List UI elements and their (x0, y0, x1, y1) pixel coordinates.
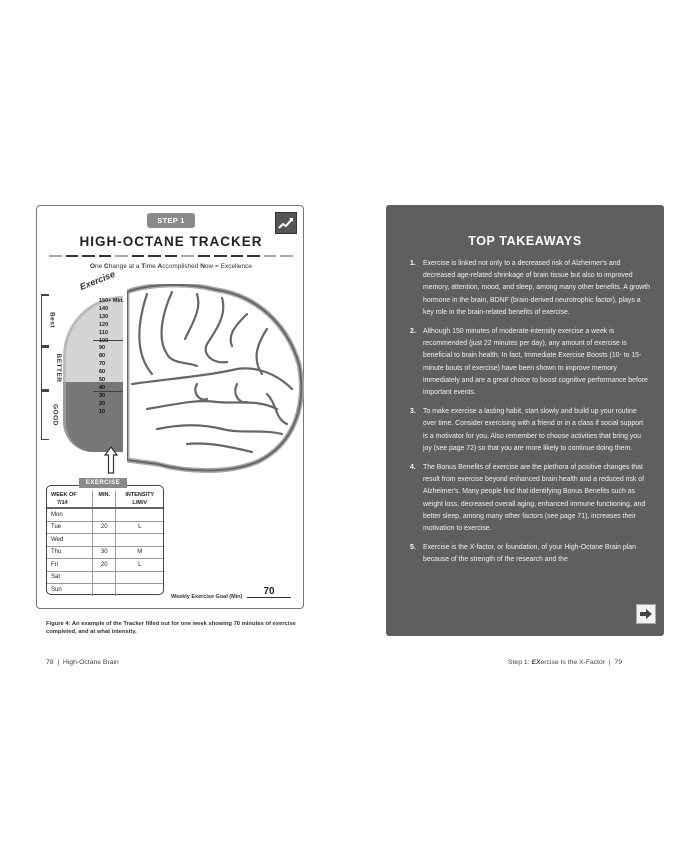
minutes-header: MIN. (92, 491, 116, 499)
takeaway-item: 1. Exercise is linked not only to a decreased risk of Alzheimer's and decreased age-related shrinkage of brain tissue but also to improved memory, attention, mood, and sleep, among many other benefits. A growth hormone in the brain, BDNF (brain-derived neurotrophic factor), plays a key role in the brain-related benefits of exercise. (410, 260, 651, 316)
exercise-log-table (46, 485, 164, 595)
left-page-folio: 78 | High-Octane Brain (46, 659, 119, 666)
level-good: GOOD (41, 390, 50, 440)
tracker-subtitle: One Change at a Time Accomplished Now = Excellence (89, 263, 253, 270)
weekly-goal-label: Weekly Exercise Goal (Min) (171, 594, 243, 600)
top-takeaways-panel (386, 205, 664, 636)
log-row: Mon (47, 508, 163, 521)
brain-illustration (127, 284, 307, 474)
log-row: Sat (47, 571, 163, 584)
level-better: BETTER (41, 346, 50, 390)
up-arrow-icon (104, 446, 118, 474)
takeaway-item: 2. Although 150 minutes of moderate-intensity exercise a week is recommended (just 22 minutes per day), any amount of exercise is beneficial to brain health. In fact, Immediate Exercise Boosts (10- to 15-minute bouts of exercise) have been shown to improve memory immediately and are a great choice to boost cognitive performance before important events. (410, 328, 648, 397)
tracker-title: HIGH-OCTANE TRACKER (79, 234, 263, 249)
arrow-right-icon (640, 609, 652, 619)
exercise-log-tab: EXERCISE (79, 478, 127, 488)
meter-scale: 150+ Min. 140 130 120 110 100 90 80 70 60 50 40 30 20 10 (99, 298, 124, 415)
level-best: Best (41, 294, 50, 346)
meter-label: Exercise (78, 268, 117, 292)
week-date: 7/14 (57, 500, 68, 506)
log-row: Fri 20 L (47, 559, 163, 572)
title-divider (49, 255, 293, 258)
figure-caption: Figure 4: An example of the Tracker filled out for one week showing 70 minutes of exercise completed, and at what intensity. (46, 621, 296, 635)
log-row: Tue 20 L (47, 521, 163, 534)
intensity-header: INTENSITY (125, 492, 155, 498)
log-row: Wed (47, 534, 163, 547)
takeaways-title: TOP TAKEAWAYS (468, 234, 582, 248)
right-page-folio: Step 1: EXercise Is the X-Factor | 79 (508, 659, 622, 666)
takeaway-item: 3. To make exercise a lasting habit, start slowly and build up your routine over time. Consider exercising with a friend or in a class if social support is a motivator for you. Also remember to choose activities that bring you joy (see page 72) so that you are more likely to continue doing them. (410, 408, 644, 452)
step-badge: STEP 1 (147, 213, 195, 228)
trend-up-chart-icon (275, 212, 297, 234)
log-row: Sun (47, 584, 163, 596)
weekly-goal-value: 70 (247, 586, 291, 598)
intensity-scale: L/M/V (132, 500, 148, 506)
exercise-meter (63, 286, 123, 464)
next-page-button[interactable] (636, 604, 656, 624)
high-octane-tracker-card (36, 205, 304, 609)
takeaway-item: 4. The Bonus Benefits of exercise are the plethora of positive changes that result from exercise beyond enhanced brain health and a reduced risk of Alzheimer's. Many people find that identifying Bonus Benefits such as weight loss, decreased overall aging, enhanced immune functioning, and better sleep, among many other factors (see page 71), increases their motivation to exercise. (410, 464, 646, 533)
takeaways-list (410, 258, 650, 574)
week-of-header: WEEK OF (51, 492, 77, 498)
takeaway-item: 5. Exercise is the X-factor, or foundation, of your High-Octane Brain plan because of the strength of the research and the (410, 544, 636, 564)
log-row: Thu 30 M (47, 546, 163, 559)
